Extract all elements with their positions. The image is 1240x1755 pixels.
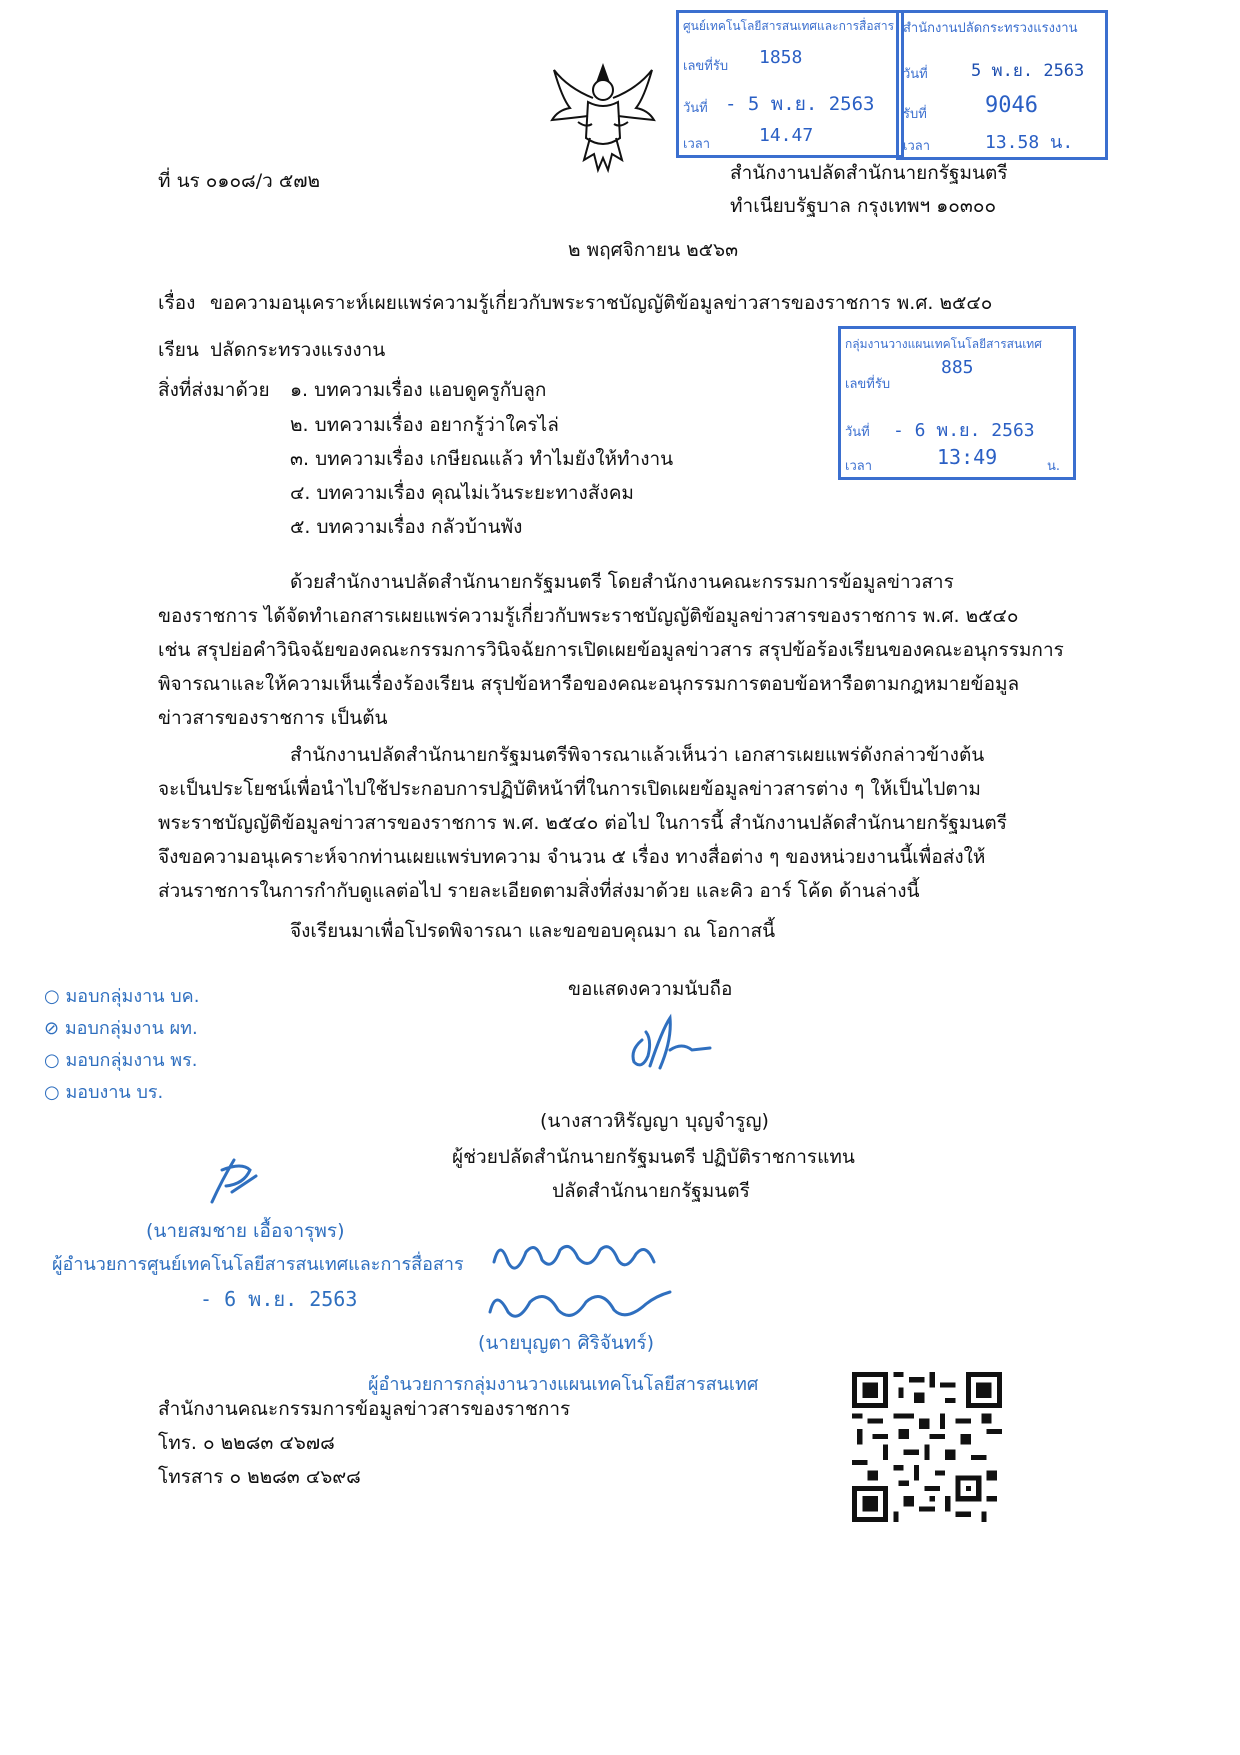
stamp-no-label: เลขที่รับ: [683, 59, 729, 74]
stamp-date-label: วันที่: [845, 425, 870, 440]
enclosure-item: ๓. บทความเรื่อง เกษียณแล้ว ทำไมยังให้ทำงาน: [290, 448, 674, 470]
stamp-time-value: 13.58 น.: [985, 132, 1074, 153]
ict-center-receipt-stamp: [676, 10, 904, 158]
paragraph-1-line: พิจารณาและให้ความเห็นเรื่องร้องเรียน สรุปข้อหารือของคณะอนุกรรมการตอบข้อหารือตามกฎหมายข้อมูล: [158, 673, 1020, 695]
planning-director-title: ผู้อำนวยการกลุ่มงานวางแผนเทคโนโลยีสารสนเทศ: [368, 1374, 759, 1395]
planning-group-receipt-stamp: [838, 326, 1076, 480]
stamp-date-label: วันที่: [903, 67, 928, 82]
reference-number: ที่ นร ๐๑๐๘/ว ๕๗๒: [158, 170, 321, 192]
signature-ict-director: [192, 1140, 272, 1210]
letter-date: ๒ พฤศจิกายน ๒๕๖๓: [568, 239, 739, 261]
signer-title-2: ปลัดสำนักนายกรัฐมนตรี: [552, 1180, 750, 1202]
enclosure-item: ๔. บทความเรื่อง คุณไม่เว้นระยะทางสังคม: [290, 482, 634, 504]
stamp-date-label: วันที่: [683, 101, 708, 116]
stamp-title: สำนักงานปลัดกระทรวงแรงงาน: [903, 21, 1078, 36]
paragraph-1-line: ด้วยสำนักงานปลัดสำนักนายกรัฐมนตรี โดยสำนักงานคณะกรรมการข้อมูลข่าวสาร: [290, 571, 954, 593]
stamp-recv-value: 9046: [985, 93, 1038, 118]
footer-office: สำนักงานคณะกรรมการข้อมูลข่าวสารของราชการ: [158, 1398, 571, 1420]
stamp-time-value: 14.47: [759, 125, 814, 146]
addressee-label: เรียน: [158, 339, 199, 361]
stamp-no-value: 1858: [759, 47, 803, 68]
stamp-title: ศูนย์เทคโนโลยีสารสนเทศและการสื่อสาร: [683, 19, 895, 33]
garuda-emblem: [548, 58, 658, 183]
stamp-time-suffix: น.: [1047, 459, 1061, 474]
paragraph-2-line: พระราชบัญญัติข้อมูลข่าวสารของราชการ พ.ศ. ๒๕๔๐ ต่อไป ในการนี้ สำนักงานปลัดสำนักนายกรัฐมนตรี: [158, 812, 1007, 834]
stamp-time-label: เวลา: [903, 139, 931, 154]
paragraph-2-line: ส่วนราชการในการกำกับดูแลต่อไป รายละเอียดตามสิ่งที่ส่งมาด้วย และคิว อาร์ โค้ด ด้านล่างนี้: [158, 880, 920, 902]
paragraph-2-line: จะเป็นประโยชน์เพื่อนำไปใช้ประกอบการปฏิบัติหน้าที่ในการเปิดเผยข้อมูลข่าวสารต่าง ๆ ให้เป็นไปตาม: [158, 778, 981, 800]
signer-title-1: ผู้ช่วยปลัดสำนักนายกรัฐมนตรี ปฏิบัติราชการแทน: [452, 1146, 855, 1168]
enclosure-item: ๒. บทความเรื่อง อยากรู้ว่าใครไล่: [290, 414, 559, 436]
paragraph-1-line: ข่าวสารของราชการ เป็นต้น: [158, 707, 388, 729]
checklist-item: ⊘ มอบกลุ่มงาน ผท.: [44, 1018, 198, 1039]
stamp-time-value: 13:49: [937, 445, 998, 469]
signature-planning-director: [486, 1232, 676, 1332]
planning-director-name: (นายบุญตา ศิริจันทร์): [478, 1332, 655, 1354]
signature-main: [612, 1010, 722, 1080]
checklist-item: ○ มอบกลุ่มงาน พร.: [44, 1050, 198, 1071]
checklist-item: ○ มอบกลุ่มงาน บค.: [44, 986, 200, 1007]
paragraph-1-line: ของราชการ ได้จัดทำเอกสารเผยแพร่ความรู้เกี่ยวกับพระราชบัญญัติข้อมูลข่าวสารของราชการ พ.ศ. ๒๕๔๐: [158, 605, 1019, 627]
closing-paragraph: จึงเรียนมาเพื่อโปรดพิจารณา และขอขอบคุณมา ณ โอกาสนี้: [290, 920, 776, 942]
subject-label: เรื่อง: [158, 292, 196, 314]
stamp-date-value: 5 พ.ย. 2563: [971, 61, 1085, 81]
qr-code: [852, 1372, 1002, 1522]
office-name: สำนักงานปลัดสำนักนายกรัฐมนตรี: [730, 162, 1008, 184]
ministry-receipt-stamp: [896, 10, 1108, 160]
ict-director-date: - 6 พ.ย. 2563: [200, 1287, 358, 1311]
enclosure-item: ๕. บทความเรื่อง กลัวบ้านพัง: [290, 516, 523, 538]
stamp-no-label: เลขที่รับ: [845, 377, 891, 392]
ict-director-name: (นายสมชาย เอื้อจารุพร): [146, 1220, 345, 1242]
ict-director-title: ผู้อำนวยการศูนย์เทคโนโลยีสารสนเทศและการสื่อสาร: [52, 1254, 464, 1275]
stamp-title: กลุ่มงานวางแผนเทคโนโลยีสารสนเทศ: [845, 337, 1042, 351]
signer-name: (นางสาวหิรัญญา บุญจำรูญ): [540, 1110, 769, 1132]
enclosure-label: สิ่งที่ส่งมาด้วย: [158, 379, 270, 401]
stamp-date-value: - 6 พ.ย. 2563: [893, 420, 1035, 441]
stamp-time-label: เวลา: [845, 459, 873, 474]
paragraph-2-line: จึงขอความอนุเคราะห์จากท่านเผยแพร่บทความ จำนวน ๕ เรื่อง ทางสื่อต่าง ๆ ของหน่วยงานนี้เพื่อส่งให้: [158, 846, 986, 868]
paragraph-1-line: เช่น สรุปย่อคำวินิจฉัยของคณะกรรมการวินิจฉัยการเปิดเผยข้อมูลข่าวสาร สรุปข้อร้องเรียนของคณะอนุกรรมการ: [158, 639, 1064, 661]
enclosure-item: ๑. บทความเรื่อง แอบดูครูกับลูก: [290, 379, 547, 401]
footer-fax: โทรสาร ๐ ๒๒๘๓ ๔๖๙๘: [158, 1466, 361, 1488]
paragraph-2-line: สำนักงานปลัดสำนักนายกรัฐมนตรีพิจารณาแล้วเห็นว่า เอกสารเผยแพร่ดังกล่าวข้างต้น: [290, 744, 985, 766]
footer-tel: โทร. ๐ ๒๒๘๓ ๔๖๗๘: [158, 1432, 335, 1454]
subject-text: ขอความอนุเคราะห์เผยแพร่ความรู้เกี่ยวกับพระราชบัญญัติข้อมูลข่าวสารของราชการ พ.ศ. ๒๕๔๐: [210, 292, 993, 314]
stamp-recv-label: รับที่: [903, 107, 927, 122]
stamp-date-value: - 5 พ.ย. 2563: [725, 93, 875, 115]
stamp-no-value: 885: [941, 357, 974, 378]
salutation: ขอแสดงความนับถือ: [568, 978, 733, 1000]
office-address: ทำเนียบรัฐบาล กรุงเทพฯ ๑๐๓๐๐: [730, 195, 997, 217]
addressee: ปลัดกระทรวงแรงงาน: [210, 339, 386, 361]
stamp-time-label: เวลา: [683, 137, 711, 152]
checklist-item: ○ มอบงาน บร.: [44, 1082, 164, 1103]
